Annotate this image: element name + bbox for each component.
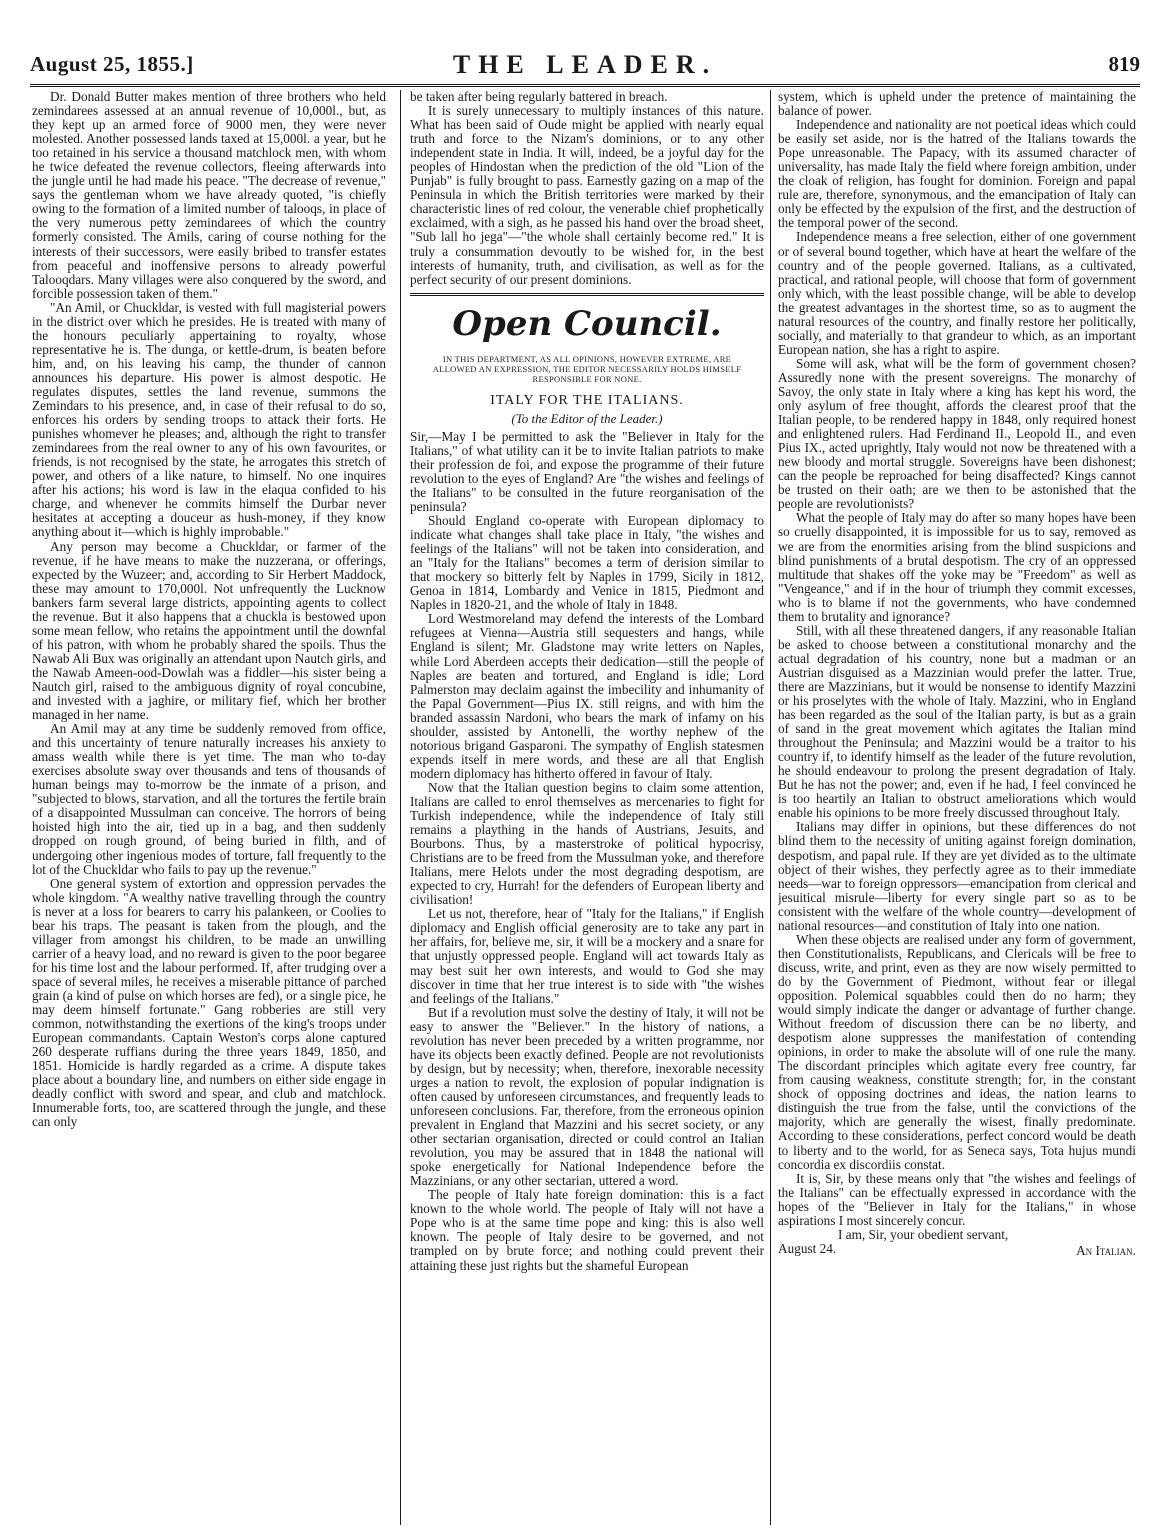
paragraph: Lord Westmoreland may defend the interests of the Lombard refugees at Vienna—Austria still sequesters and hangs, while England is silent; Mr. Gladstone may write letters on Naples, while Lord Aberdeen accepts their dedication—still the people of Naples are beaten and tortured, and England is idle; Lord Palmerston may declaim against the imbecility and inhumanity of the Papal Government—Pius IX. still reigns, and with him the branded assassin Nardoni, who bears the mark of infamy on his shoulder, assisted by Antonelli, the worthy nephew of the notorious brigand Gasparoni. The sympathy of English statesmen expends itself in mere words, and these are all that English modern diplomacy has hitherto offered in favour of Italy. bbox=[410, 611, 764, 781]
paragraph: One general system of extortion and oppression pervades the whole kingdom. "A wealthy native travelling through the country is never at a loss for bearers to carry his palankeen, or Coolies to bear his traps. The peasant is taken from the plough, and the villager from amongst his children, to be made an unwilling carrier of a heavy load, and no reward is given to the poor begaree for his time lost and the labour performed. If, after trudging over a space of several miles, he receives a miserable pittance of parched grain (a kind of pulse on which horses are fed), or a single pice, he may deem himself fortunate." Gang robberies are still very common, notwithstanding the exertions of the king's troops under European commandants. Captain Weston's corps alone captured 260 desperate ruffians during the three years 1849, 1850, and 1851. Homicide is hardly regarded as a crime. A dispute takes place about a boundary line, and numbers on either side engage in deadly conflict with sword and spear, and club and matchlock. Innumerable forts, too, are scattered through the jungle, and these can only bbox=[32, 875, 386, 1130]
issue-date: August 25, 1855.] bbox=[30, 52, 194, 76]
paragraph: When these objects are realised under any form of government, then Constitutionalists, Republicans, and Clericals will be free to discuss, write, and print, even as they are now wisely permitted to do by the Government of Piedmont, without fear or illegal opposition. Polemical squabbles could then do no harm; they would simply indicate the danger or advantage of further change. Without freedom of discussion there can be no liberty, and despotism alone suppresses the manifestation of contending opinions, in order to make the absolute will of one rule the many. The discordant principles which agitate every free country, far from causing weakness, constitute strength; for, in the constant shock of opposing doctrines and ideas, the nation learns to distinguish the true from the false, until the convictions of the majority, which are generally the wisest, finally predominate. According to these considerations, perfect concord would be death to liberty and to the world, for as Seneca says, Tota hujus mundi concordia ex discordiis constat. bbox=[778, 931, 1136, 1172]
paragraph: Let us not, therefore, hear of "Italy for the Italians," if English diplomacy and English official generosity are to take any part in her affairs, for, believe me, sir, it will be a mockery and a snare for that unjustly oppressed people. England will act towards Italy as may best suit her own interests, and would to God she may discover in time that her true interest is to side with "the wishes and feelings of the Italians." bbox=[410, 906, 764, 1006]
letter-date: August 24. bbox=[778, 1240, 837, 1256]
letter-closing: I am, Sir, your obedient servant, bbox=[838, 1226, 1009, 1242]
letter-title: ITALY FOR THE ITALIANS. bbox=[490, 392, 684, 408]
paragraph: system, which is upheld under the pretence of maintaining the balance of power. bbox=[778, 90, 1136, 119]
letter-signoff bbox=[778, 1242, 1136, 1258]
column-rule bbox=[770, 90, 771, 1525]
paragraph: But if a revolution must solve the destiny of Italy, it will not be easy to answer the "Believer." In the history of nations, a revolution has never been preceded by a written programme, nor have its objects been exactly defined. People are not revolutionists by design, but by necessity; when, therefore, inexorable necessity urges a nation to revolt, the explosion of popular indignation is often caused by unforeseen circumstances, and frequently leads to unforeseen conclusions. Far, therefore, from the erroneous opinion prevalent in England that Mazzini and his secret society, or any other sectarian organisation, directed or could control an Italian revolution, you may be assured that in 1848 the national will spoke energetically for National Independence before the Mazzinians, or any other sectarian, uttered a word. bbox=[410, 1004, 764, 1189]
paragraph: "An Amil, or Chuckldar, is vested with full magisterial powers in the district over which he presides. He is treated with many of the honours peculiarly appertaining to royalty, whose representative he is. The dunga, or kettle-drum, is beaten before him, and, on his leaving his camp, the thunder of cannon announces his departure. His power is almost despotic. He regulates disputes, settles the land revenue, summons the Zemindars to his presence, and, in case of their refusal to do so, enforces his orders by sending troops to attack their forts. He punishes whomever he pleases; and, although the right to transfer zemindarees from the real owner to any of his own favourites, or friends, is not recognised by the state, he arrogates this stretch of power, and others of a like nature, to himself. No one inquires after his actions; his word is law in the elaqua confided to his charge, and whenever he commits himself the Durbar never hesitates at accepting a douceur as hush-money, if they know anything about it—which is highly improbable." bbox=[32, 299, 386, 540]
newspaper-title: THE LEADER. bbox=[452, 50, 718, 79]
column-rule bbox=[400, 90, 401, 1525]
letter-signature: An Italian. bbox=[1076, 1242, 1136, 1258]
paragraph: Independence and nationality are not poetical ideas which could be easily set aside, nor is the hatred of the Italians towards the Pope unreasonable. The Papacy, with its assumed character of universality, has made Italy the field where foreign ambition, under the cloak of religion, has fought for dominion. Foreign and papal rule are, therefore, synonymous, and the emancipation of Italy can only be effected by the expulsion of the first, and the destruction of the temporal power of the second. bbox=[778, 117, 1136, 231]
paragraph: Independence means a free selection, either of one government or of several bound together, which have at heart the welfare of the country and of the people governed. Italians, as a cultivated, practical, and rational people, will choose that form of government only which, with the least possible change, will be able to develop the greatest advantages in the shortest time, so as to augment the natural resources of the country, and finally restore her politically, socially, and materially to that grandeur to which, as an important European nation, she has a right to aspire. bbox=[778, 229, 1136, 357]
section-divider bbox=[410, 293, 764, 296]
masthead bbox=[30, 50, 1140, 87]
paragraph: It is surely unnecessary to multiply instances of this nature. What has been said of Oude might be applied with nearly equal truth and force to the Nizam's dominions, or to any other independent state in India. It will, indeed, be a joyful day for the peoples of Hindostan when the prediction of the old "Lion of the Punjab" is fully brought to pass. Earnestly gazing on a map of the Peninsula in which the British territories were marked by their characteristic lines of red colour, the venerable chief prophetically exclaimed, with a sigh, as he passed his hand over the broad sheet, "Sub lall ho jega"—"the whole shall certainly become red." It is truly a consummation devoutly to be wished for, in the best interests of humanity, truth, and civilisation, as well as for the perfect security of our present dominions. bbox=[410, 103, 764, 287]
paragraph: Still, with all these threatened dangers, if any reasonable Italian be asked to choose between a constitutional monarchy and the actual degradation of his country, none but a madman or an Austrian disguised as a Mazzinian would prefer the latter. True, there are Mazzinians, but it would be nonsense to identify Mazzini or his proselytes with the whole of Italy. Mazzini, who in England has been regarded as the soul of the Italian party, is but as a grain of sand in the great movement which agitates the Italian mind throughout the Peninsula; and Mazzini would be a traitor to his country if, to identify himself as the leader of the future revolution, he should endeavour to prolong the present degradation of Italy. But he has not the power; and, even if he had, I feel convinced he is too heartily an Italian to obstruct ameliorations which would enable his opinions to be more freely discussed throughout Italy. bbox=[778, 622, 1136, 821]
page-number: 819 bbox=[1108, 52, 1140, 76]
paragraph: be taken after being regularly battered in breach. bbox=[410, 90, 668, 104]
column-2 bbox=[410, 90, 764, 1525]
paragraph: It is, Sir, by these means only that "the wishes and feelings of the Italians" can be effectually expressed in accordance with the hopes of the "Believer in Italy for the Italians," in whose aspirations I most sincerely concur. bbox=[778, 1170, 1136, 1228]
paragraph: Dr. Donald Butter makes mention of three brothers who held zemindarees assessed at an annual revenue of 10,000l., but, as they kept up an armed force of 9000 men, they were never molested. Another possessed lands taxed at 15,000l. a year, but he too retained in his service a thousand matchlock men, with whom he twice defeated the revenue collectors, fleeing afterwards into the jungle until he had made his peace. "The decrease of revenue," says the gentleman whom we have already quoted, "is chiefly owing to the formation of a limited number of talooqs, in place of the very numerous petty zemindarees of which the country formerly consisted. The Amils, caring of course nothing for the interests of their successors, were easily bribed to transfer estates from peaceful and inoffensive persons to already powerful Talooqdars. Many villages were also conquered by the sword, and forcible possession taken of them." bbox=[32, 90, 386, 301]
section-heading: Open Council. bbox=[452, 303, 722, 344]
paragraph: Some will ask, what will be the form of government chosen? Assuredly none with the present sovereigns. The monarchy of Savoy, the only state in Italy where a king has kept his word, the only asylum of free thought, affords the clearest proof that the Italian people, to be rendered happy in 1848, only required honest and enlightened rulers. Had Ferdinand II., Leopold II., and even Pius IX., acted uprightly, Italy would not now be threatened with a new bloody and mortal struggle. Sovereigns have been dishonest; can the people be reproached for being disaffected? Kings cannot be trusted on their oath; are we then to be astonished that the people are revolutionists? bbox=[778, 355, 1136, 512]
paragraph: Any person may become a Chuckldar, or farmer of the revenue, if he have means to make the nuzzerana, or offerings, expected by the Wuzeer; and, according to Sir Herbert Maddock, these may amount to 170,000l. Not unfrequently the Lucknow bankers farm several large districts, appointing agents to collect the revenue. But it also happens that a chuckla is bestowed upon some mean fellow, who retains the appointment until the downfal of his patron, with whom he probably shared the spoils. Thus the Nawab Ali Bux was originally an attendant upon Nautch girls, and the Nawab Ameen-ood-Dowlah was a fiddler—his sister being a Nautch girl, raised to the ambiguous dignity of royal concubine, and invested with a jaghire, or military fief, which her brother managed in her name. bbox=[32, 538, 386, 723]
paragraph: The people of Italy hate foreign domination: this is a fact known to the whole world. The people of Italy will not have a Pope who is at the same time pope and king: this is also well known. The people of Italy desire to be governed, and not trampled on by brute force; and nothing could prevent their attaining these just rights but the shameful European bbox=[410, 1187, 764, 1273]
paragraph: Sir,—May I be permitted to ask the "Believer in Italy for the Italians," of what utility can it be to invite Italian patriots to make their profession de foi, and expose the programme of their future revolution to the eyes of England? Are "the wishes and feelings of the Italians" to be consulted in the future reorganisation of the peninsula? bbox=[410, 428, 764, 514]
letter-subtitle: (To the Editor of the Leader.) bbox=[511, 410, 663, 426]
column-1 bbox=[32, 90, 386, 1525]
paragraph: An Amil may at any time be suddenly removed from office, and this uncertainty of tenure naturally increases his anxiety to amass wealth while there is yet time. The man who to-day exercises absolute sway over thousands and tens of thousands of human beings may to-morrow be the inmate of a prison, and "subjected to blows, starvation, and all the tortures the fertile brain of a disappointed Mussulman can conceive. The horrors of being hoisted high into the air, tied up in a bag, and then suddenly dropped on rough ground, of being buried in filth, and of undergoing other ingenious modes of torture, fall frequently to the lot of the Chuckldar who fails to pay up the revenue." bbox=[32, 721, 386, 877]
editorial-note: IN THIS DEPARTMENT, AS ALL OPINIONS, HOWEVER EXTREME, ARE ALLOWED AN EXPRESSION, THE EDITOR NECESSARILY HOLDS HIMSELF RESPONSIBLE FOR NONE. bbox=[432, 353, 742, 384]
paragraph: Italians may differ in opinions, but these differences do not blind them to the necessity of uniting against foreign domination, despotism, and papal rule. If they are yet divided as to the ultimate object of their wishes, they perfectly agree as to their immediate needs—war to foreign oppressors—emancipation from clerical and jesuitical misrule—liberty for every single part so as to be consistent with the welfare of the whole country—development of national resources—and constitution of Italy into one nation. bbox=[778, 819, 1136, 933]
paragraph: Now that the Italian question begins to claim some attention, Italians are called to enrol themselves as mercenaries to fight for Turkish independence, while the independence of Italy still remains a plaything in the hands of Austrians, Jesuits, and Bourbons. Thus, by a masterstroke of political hypocrisy, Christians are to be freed from the Mussulman yoke, and therefore Italians, mere Helots under the most degrading despotism, are expected to cry, Hurrah! for the defenders of European liberty and civilisation! bbox=[410, 779, 764, 908]
paragraph: What the people of Italy may do after so many hopes have been so cruelly disappointed, it is impossible for us to say, removed as we are from the enormities arising from the blind suspicions and blind punishments of a brutal despotism. The cry of an oppressed multitude that shakes off the yoke may be "Freedom" as well as "Vengeance," and if in the hour of triumph they commit excesses, who is to blame if not the governments, who have condemned them to brutality and ignorance? bbox=[778, 510, 1136, 624]
column-3 bbox=[778, 90, 1136, 1525]
paragraph: Should England co-operate with European diplomacy to indicate what changes shall take place in Italy, "the wishes and feelings of the Italians" will not be taken into consideration, and an "Italy for the Italians" becomes a term of derision similar to that mockery so bitterly felt by Naples in 1799, Sicily in 1812, Genoa in 1814, Lombardy and Venice in 1815, Piedmont and Naples in 1820-21, and the whole of Italy in 1848. bbox=[410, 513, 764, 613]
